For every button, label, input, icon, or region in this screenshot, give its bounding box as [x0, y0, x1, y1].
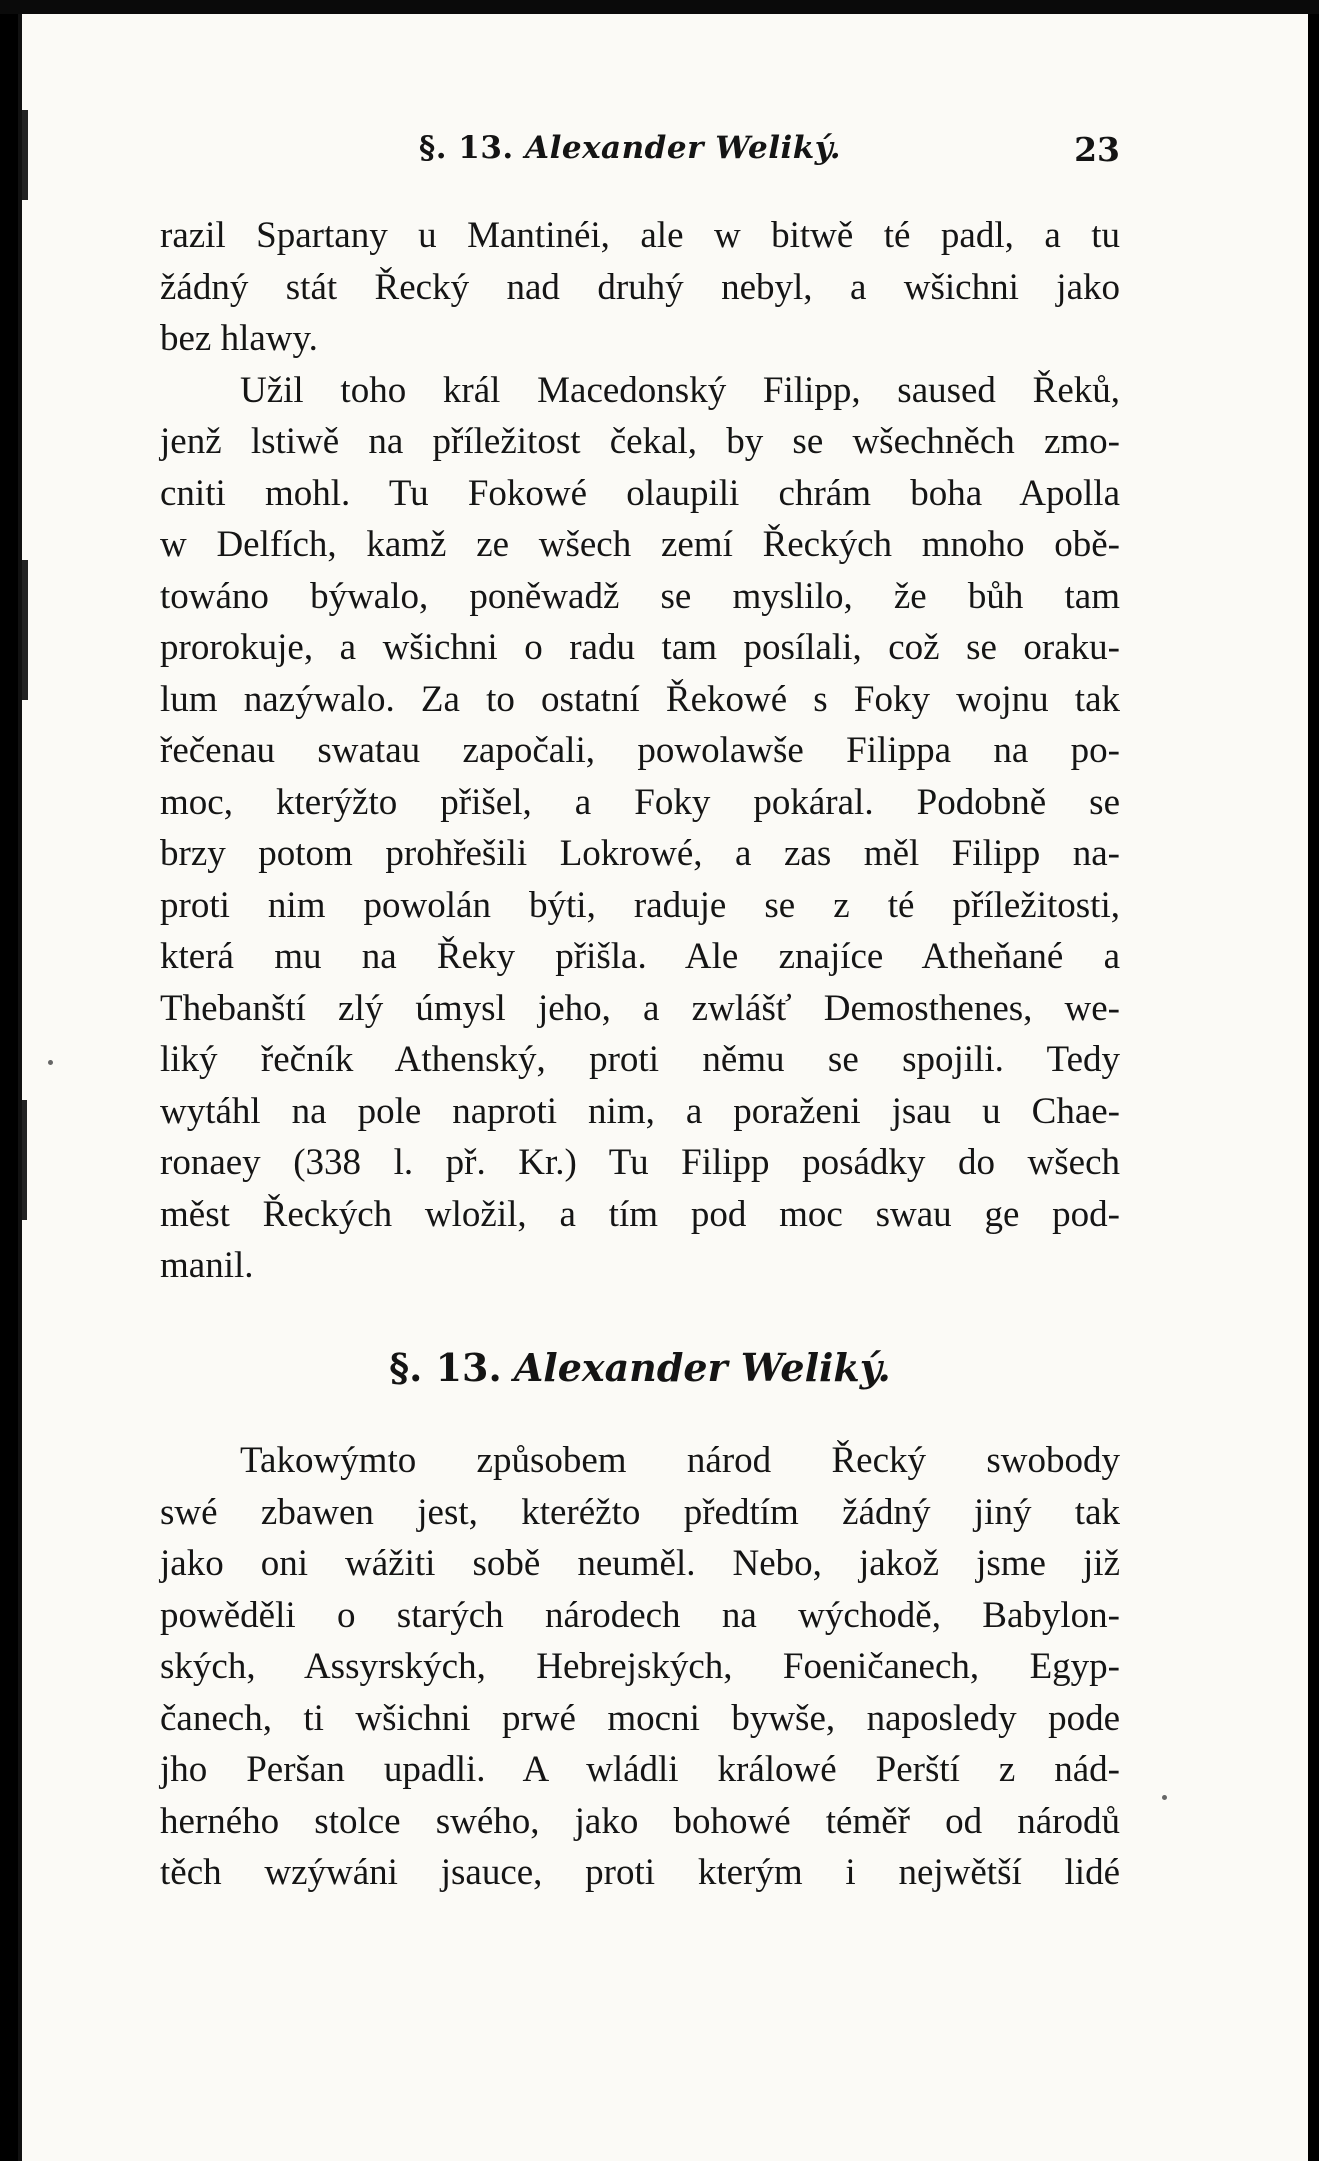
text-line: brzy potom prohřešili Lokrowé, a zas měl Filipp na-: [160, 833, 1120, 874]
text-line: herného stolce swého, jako bohowé téměř od národů: [160, 1800, 1120, 1842]
binding-mark: [22, 560, 28, 700]
text-line: jho Peršan upadli. A wládli králowé Perští z nád-: [160, 1749, 1120, 1790]
text-line: Užil toho král Macedonský Filipp, saused Řeků,: [240, 369, 1120, 411]
text-line: čanech, ti wšichni prwé mocni bywše, naposledy pode: [160, 1697, 1120, 1739]
text-line: řečenau swatau započali, powolawše Filippa na po-: [160, 730, 1120, 771]
paragraph-1: [160, 210, 1120, 1292]
text-line: bez hlawy.: [160, 318, 318, 359]
text-line: prorokuje, a wšichni o radu tam posílali, což se oraku-: [160, 627, 1120, 668]
text-line: swé zbawen jest, kteréžto předtím žádný jiný tak: [160, 1491, 1120, 1533]
text-line: wytáhl na pole naproti nim, a poraženi jsau u Chae-: [160, 1090, 1120, 1132]
text-line: moc, kterýžto přišel, a Foky pokáral. Podobně se: [160, 781, 1120, 823]
running-head-section: §. 13.: [418, 130, 514, 166]
text-line: Takowýmto způsobem národ Řecký swobody: [240, 1440, 1120, 1481]
text-line: která mu na Řeky přišla. Ale znajíce Atheňané a: [160, 936, 1120, 977]
binding-mark: [22, 110, 28, 200]
section-title: Alexander Weliký.: [513, 1345, 891, 1390]
text-line: těch wzýwáni jsauce, proti kterým i nejwětší lidé: [160, 1852, 1120, 1893]
text-line: cniti mohl. Tu Fokowé olaupili chrám boha Apolla: [160, 472, 1120, 514]
running-head-name: Alexander Weliký.: [525, 130, 841, 166]
section-number: §. 13.: [389, 1345, 502, 1390]
text-line: liký řečník Athenský, proti němu se spojili. Tedy: [160, 1039, 1120, 1080]
text-line: proti nim powolán býti, raduje se z té příležitosti,: [160, 884, 1120, 926]
scan-border-top: [0, 0, 1319, 14]
text-line: towáno býwalo, poněwadž se myslilo, že bůh tam: [160, 575, 1120, 617]
text-line: jako oni wážiti sobě neuměl. Nebo, jakož jsme již: [160, 1543, 1120, 1584]
text-line: manil.: [160, 1245, 254, 1286]
text-line: ských, Assyrských, Hebrejských, Foeničanech, Egyp-: [160, 1646, 1120, 1687]
ink-speck: [1162, 1795, 1167, 1800]
paragraph-2: [160, 1435, 1120, 1899]
text-line: Thebanští zlý úmysl jeho, a zwlášť Demosthenes, we-: [160, 987, 1120, 1029]
running-head-title: [140, 130, 1120, 166]
section-heading: [160, 1345, 1120, 1390]
text-line: ronaey (338 l. př. Kr.) Tu Filipp posádky do wšech: [160, 1142, 1120, 1183]
text-line: lum nazýwalo. Za to ostatní Řekowé s Foky wojnu tak: [160, 678, 1120, 720]
text-line: měst Řeckých wložil, a tím pod moc swau ge pod-: [160, 1193, 1120, 1235]
binding-mark: [22, 1100, 27, 1220]
ink-speck: [48, 1060, 53, 1065]
text-line: razil Spartany u Mantinéi, ale w bitwě té padl, a tu: [160, 215, 1120, 256]
text-line: w Delfích, kamž ze wšech zemí Řeckých mnoho obě-: [160, 524, 1120, 565]
running-head: [140, 130, 1120, 170]
text-line: žádný stát Řecký nad druhý nebyl, a wšichni jako: [160, 266, 1120, 308]
text-line: powěděli o starých národech na wýchodě, Babylon-: [160, 1594, 1120, 1636]
text-line: jenž lstiwě na příležitost čekal, by se wšechněch zmo-: [160, 421, 1120, 462]
page-number: 23: [1074, 130, 1120, 169]
